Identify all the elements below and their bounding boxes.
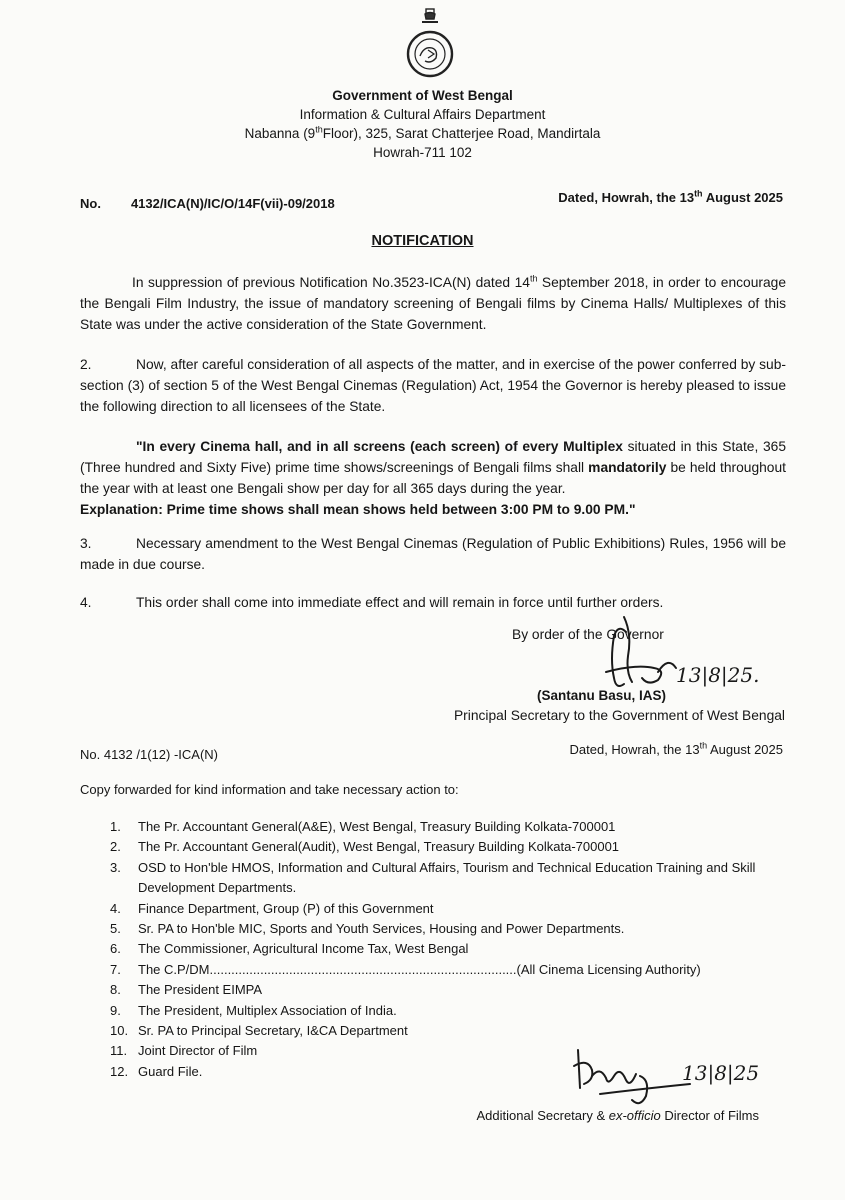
- prime-time-explanation: Explanation: Prime time shows shall mean shows held between 3:00 PM to 9.00 PM.": [80, 502, 636, 517]
- paragraph-number: 2.: [80, 357, 92, 372]
- department-name: Information & Cultural Affairs Department: [299, 107, 546, 122]
- copy-forwarded-intro: Copy forwarded for kind information and take necessary action to:: [80, 782, 459, 797]
- paragraph-number: 4.: [80, 595, 92, 610]
- signatory-name: (Santanu Basu, IAS): [537, 688, 667, 703]
- reference-date: Dated, Howrah, the 13th August 2025: [558, 188, 783, 205]
- list-item: 6. The Commissioner, Agricultural Income Tax, West Bengal: [110, 941, 469, 957]
- paragraph-4: 4. This order shall come into immediate effect and will remain in force until further orders.: [80, 592, 786, 613]
- reference-number: No. 4132/ICA(N)/IC/O/14F(vii)-09/2018: [80, 196, 335, 211]
- list-item: 2. The Pr. Accountant General(Audit), West Bengal, Treasury Building Kolkata-700001: [110, 839, 620, 855]
- list-item: 9. The President, Multiplex Association of India.: [110, 1002, 397, 1018]
- department-address: Nabanna (9thFloor), 325, Sarat Chatterjee Road, Mandirtala: [244, 124, 601, 141]
- additional-secretary-sign-date: 13|8|25: [682, 1061, 760, 1085]
- list-item: 4. Finance Department, Group (P) of this Government: [110, 900, 434, 916]
- notification-title: NOTIFICATION: [371, 233, 474, 249]
- principal-secretary-sign-date: 13|8|25.: [676, 663, 760, 687]
- paragraph-2: 2. Now, after careful consideration of all aspects of the matter, and in exercise of the power conferred by sub-section (3) of section 5 of the West Bengal Cinemas (Regulation) Act, 1954 the Governor is hereby pleased to issue the following direction to all licensees of the State.: [80, 354, 786, 417]
- list-item: 3. OSD to Hon'ble HMOS, Information and Cultural Affairs, Tourism and Technical Education Training and Skill Development Departments.: [110, 859, 756, 896]
- list-item: 1. The Pr. Accountant General(A&E), West Bengal, Treasury Building Kolkata-700001: [110, 819, 616, 834]
- directive-quote: "In every Cinema hall, and in all screens (each screen) of every Multiplex situated in this State, 365 (Three hundred and Sixty Five) prime time shows/screenings of Bengali films shall mandatorily be held throughout the year with at least one Bengali show per day for all 365 days during the year. Explanation: Prime time shows shall mean shows held between 3:00 PM to 9.00 PM.": [80, 439, 787, 517]
- list-item: 12. Guard File.: [110, 1063, 203, 1079]
- state-emblem-icon: [398, 6, 462, 82]
- list-item: 8. The President EIMPA: [110, 982, 263, 998]
- government-name: Government of West Bengal: [332, 88, 513, 103]
- list-item: 10. Sr. PA to Principal Secretary, I&CA Department: [110, 1023, 408, 1039]
- additional-secretary-designation: Additional Secretary & ex-officio Director of Films: [476, 1108, 759, 1123]
- memo-number: No. 4132 /1(12) -ICA(N): [80, 747, 218, 762]
- paragraph-number: 3.: [80, 536, 92, 551]
- signatory-designation: Principal Secretary to the Government of West Bengal: [453, 708, 785, 723]
- list-item: 7. The C.P/DM.....................................................................................(All Cinema Licensing Authority): [110, 961, 701, 977]
- paragraph-1: In suppression of previous Notification No.3523-ICA(N) dated 14th September 2018, in order to encourage the Bengali Film Industry, the issue of mandatory screening of Bengali films by Cinema Halls/ Multiplexes of this State was under the active consideration of the State Government.: [80, 273, 786, 332]
- memo-date: Dated, Howrah, the 13th August 2025: [569, 740, 783, 757]
- additional-secretary-signature: [570, 1040, 760, 1110]
- department-header: [0, 86, 845, 162]
- list-item: 5. Sr. PA to Hon'ble MIC, Sports and Youth Services, Housing and Power Departments.: [110, 921, 625, 937]
- department-city: Howrah-711 102: [373, 145, 472, 160]
- by-order-line: By order of the Governor: [512, 627, 664, 642]
- paragraph-3: 3. Necessary amendment to the West Bengal Cinemas (Regulation of Public Exhibitions) Rules, 1956 will be made in due course.: [80, 533, 786, 575]
- list-item: 11. Joint Director of Film: [110, 1043, 258, 1059]
